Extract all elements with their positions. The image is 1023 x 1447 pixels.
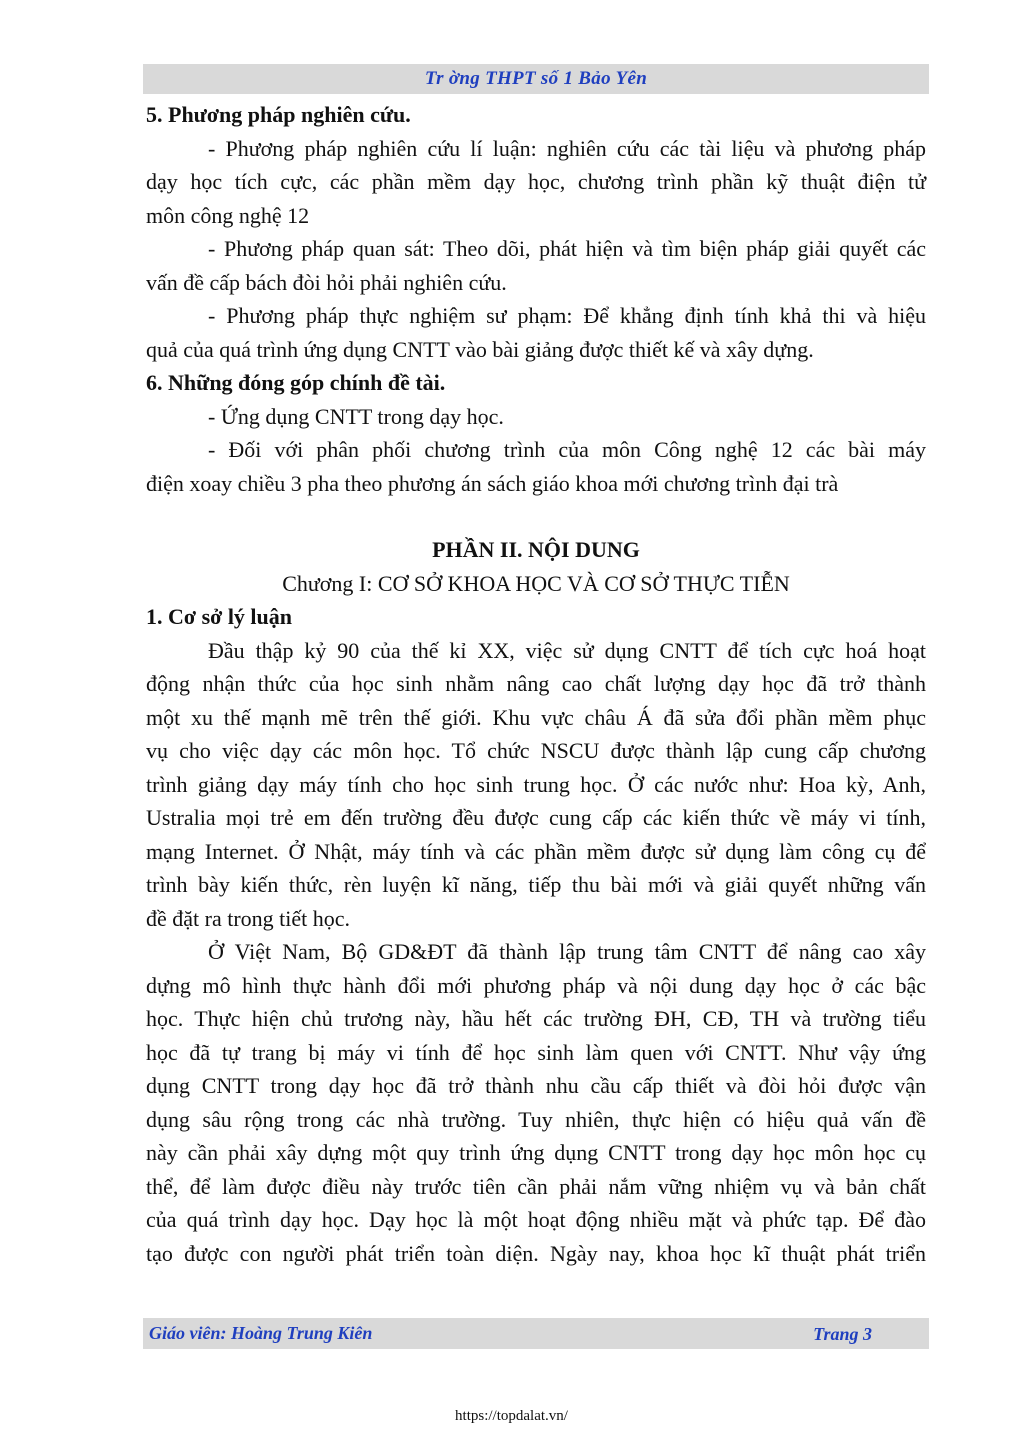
body-line: Ở Việt Nam, Bộ GD&ĐT đã thành lập trung tâm CNTT để nâng cao xây <box>208 939 926 964</box>
body-line: Đầu thập kỷ 90 của thế kỉ XX, việc sử dụng CNTT để tích cực hoá hoạt <box>208 637 926 663</box>
body-line: - Phương pháp thực nghiệm sư phạm: Để khẳng định tính khả thi và hiệu <box>208 303 926 328</box>
body-line: dụng sâu rộng trong các nhà trường. Tuy nhiên, thực hiện có hiệu quả vấn đề <box>146 1106 926 1132</box>
body-line: dựng mô hình thực hành đổi mới phương pháp và nội dung dạy học ở các bậc <box>146 972 926 998</box>
body-line: học đã tự trang bị máy vi tính để học sinh làm quen với CNTT. Như vậy ứng <box>146 1039 926 1065</box>
body-line: môn công nghệ 12 <box>146 202 310 228</box>
header-school-name: Tr ờng THPT số 1 Bảo Yên <box>424 68 648 89</box>
page-number: Trang 3 <box>813 1324 872 1344</box>
body-line: - Phương pháp nghiên cứu lí luận: nghiên cứu các tài liệu và phương pháp <box>208 135 926 161</box>
body-line: - Đối với phân phối chương trình của môn Công nghệ 12 các bài máy <box>208 437 926 462</box>
body-line: mạng Internet. Ở Nhật, máy tính và các phần mềm được sử dụng làm công cụ để <box>146 838 926 864</box>
source-url: https://topdalat.vn/ <box>455 1408 568 1424</box>
body-line: thể, để làm được điều này trước tiên cần phải nắm vững nhiệm vụ và bản chất <box>146 1173 926 1199</box>
footer-teacher: Giáo viên: Hoàng Trung Kiên <box>149 1323 373 1343</box>
body-line: đề đặt ra trong tiết học. <box>146 905 351 931</box>
body-line: vụ cho việc dạy các môn học. Tổ chức NSCU được thành lập cung cấp chương <box>146 738 926 763</box>
body-line: dụng CNTT trong dạy học đã trở thành nhu cầu cấp thiết và đòi hỏi được vận <box>146 1073 926 1098</box>
section-heading: 1. Cơ sở lý luận <box>146 604 293 629</box>
body-line: dạy học tích cực, các phần mềm dạy học, chương trình phần kỹ thuật điện tử <box>146 169 926 194</box>
body-line: quả của quá trình ứng dụng CNTT vào bài giảng được thiết kế và xây dựng. <box>146 336 814 362</box>
body-line: một xu thế mạnh mẽ trên thế giới. Khu vực châu Á đã sửa đổi phần mềm phục <box>146 704 926 730</box>
body-line: động nhận thức của học sinh nhằm nâng cao chất lượng dạy học đã trở thành <box>146 671 926 696</box>
body-line: trình giảng dạy máy tính cho học sinh trung học. Ở các nước như: Hoa kỳ, Anh, <box>146 771 926 797</box>
page-header <box>143 64 929 94</box>
body-line: Ustralia mọi trẻ em đến trường đều được cung cấp các kiến thức về máy vi tính, <box>146 805 926 830</box>
body-line: của quá trình dạy học. Dạy học là một hoạt động nhiều mặt và phức tạp. Để đào <box>146 1207 926 1232</box>
body-line: trình bày kiến thức, rèn luyện kĩ năng, tiếp thu bài mới và giải quyết những vấn <box>146 872 926 897</box>
chapter-title: Chương I: CƠ SỞ KHOA HỌC VÀ CƠ SỞ THỰC TIỄN <box>282 570 790 596</box>
section-heading: 6. Những đóng góp chính đề tài. <box>146 370 446 395</box>
page-footer <box>143 1318 929 1349</box>
body-line: vấn đề cấp bách đòi hỏi phải nghiên cứu. <box>146 269 507 295</box>
body-line: - Ứng dụng CNTT trong dạy học. <box>208 403 504 429</box>
body-line: học. Thực hiện chủ trương này, hầu hết các trường ĐH, CĐ, TH và trường tiểu <box>146 1006 926 1031</box>
body-line: - Phương pháp quan sát: Theo dõi, phát hiện và tìm biện pháp giải quyết các <box>208 236 926 261</box>
body-line: điện xoay chiều 3 pha theo phương án sách giáo khoa mới chương trình đại trà <box>146 470 839 496</box>
body-line: này cần phải xây dựng một quy trình ứng dụng CNTT trong dạy học môn học cụ <box>146 1140 926 1165</box>
body-line: tạo được con người phát triển toàn diện. Ngày nay, khoa học kĩ thuật phát triển <box>146 1240 926 1266</box>
section-heading: 5. Phương pháp nghiên cứu. <box>146 102 411 127</box>
part-title: PHẦN II. NỘI DUNG <box>432 537 640 562</box>
document-body <box>146 98 926 1270</box>
spacer <box>146 500 926 533</box>
